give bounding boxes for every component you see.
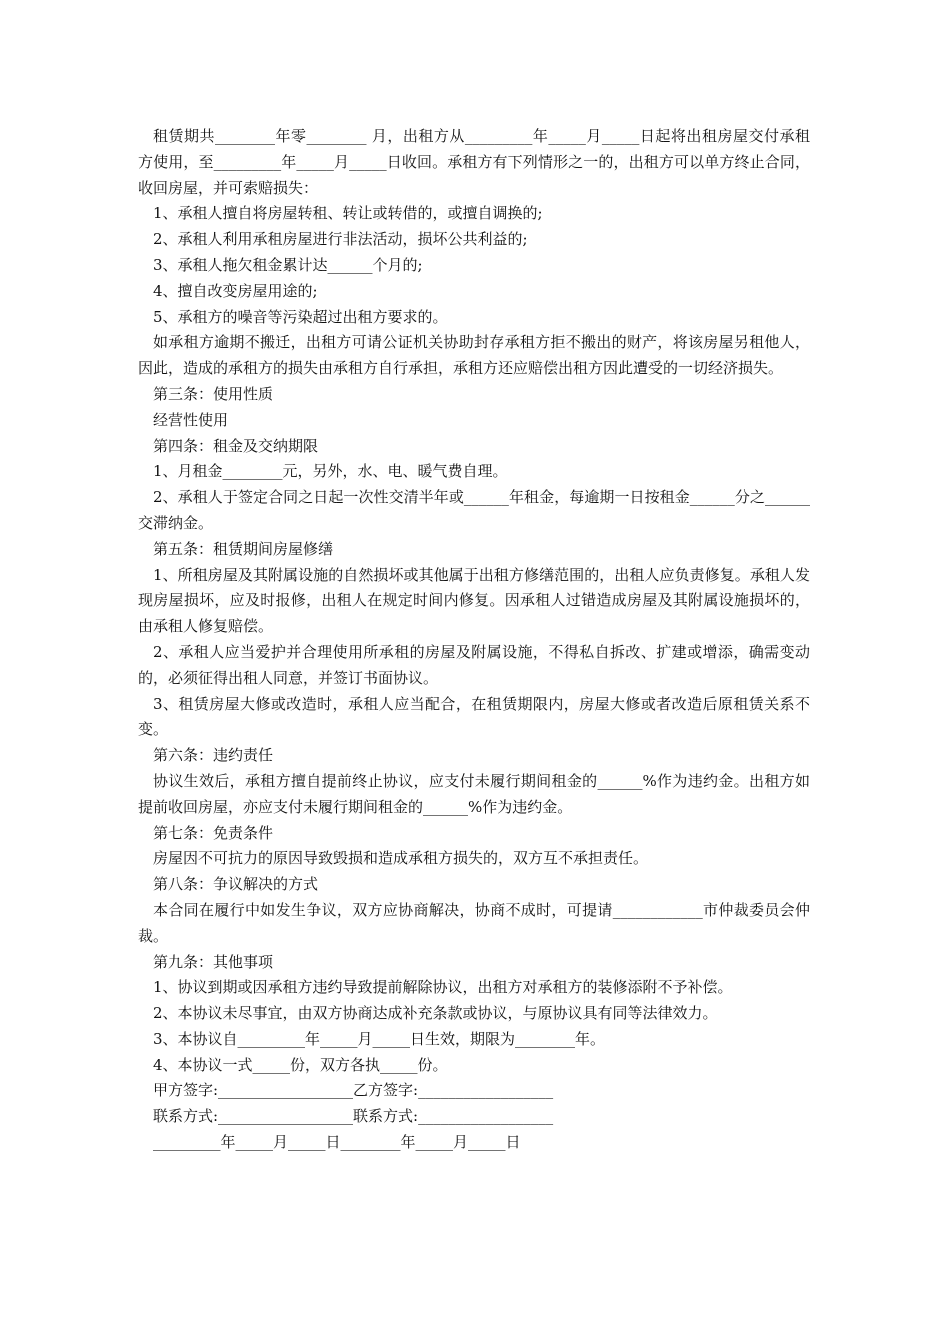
article-7-body: 房屋因不可抗力的原因导致毁损和造成承租方损失的，双方互不承担责任。 bbox=[153, 849, 649, 868]
article-8-body: 本合同在履行中如发生争议，双方应协商解决，协商不成时，可提请____________市仲裁委员会仲裁。 bbox=[138, 900, 810, 945]
article-9-item-4: 4、本协议一式_____份，双方各执_____份。 bbox=[153, 1055, 448, 1074]
article-4-heading: 第四条：租金及交纳期限 bbox=[153, 436, 319, 455]
termination-item-4: 4、擅自改变房屋用途的; bbox=[153, 281, 318, 300]
overdue-move-out-paragraph: 如承租方逾期不搬迁，出租方可请公证机关协助封存承租方拒不搬出的财产，将该房屋另租他人，因此，造成的承租方的损失由承租方自行承担，承租方还应赔偿出租方因此遭受的一切经济损失。 bbox=[138, 333, 810, 378]
article-9-item-3: 3、本协议自_________年_____月_____日生效，期限为________年。 bbox=[153, 1029, 606, 1048]
termination-item-3: 3、承租人拖欠租金累计达______个月的; bbox=[153, 255, 423, 274]
article-5-heading: 第五条：租赁期间房屋修缮 bbox=[153, 539, 334, 558]
date-line: _________年_____月_____日________年_____月_____日 bbox=[153, 1133, 521, 1152]
signature-line: 甲方签字:__________________乙方签字:__________________ bbox=[153, 1081, 554, 1100]
article-6-heading: 第六条：违约责任 bbox=[153, 746, 274, 765]
article-7-heading: 第七条：免责条件 bbox=[153, 823, 274, 842]
termination-item-2: 2、承租人利用承租房屋进行非法活动，损坏公共利益的; bbox=[153, 230, 528, 249]
lease-term-paragraph: 租赁期共________年零________ 月，出租方从_________年_____月_____日起将出租房屋交付承租方使用，至_________年_____月_____日收回。承租方有下列情形之一的，出租方可以单方终止合同，收回房屋，并可索赔损失： bbox=[138, 127, 810, 197]
article-9-heading: 第九条：其他事项 bbox=[153, 952, 274, 971]
article-9-item-1: 1、协议到期或因承租方违约导致提前解除协议，出租方对承租方的装修添附不予补偿。 bbox=[153, 978, 733, 997]
article-4-item-1: 1、月租金________元，另外，水、电、暖气费自理。 bbox=[153, 462, 508, 481]
article-3-heading: 第三条：使用性质 bbox=[153, 384, 274, 403]
article-8-heading: 第八条：争议解决的方式 bbox=[153, 875, 319, 894]
termination-item-5: 5、承租方的噪音等污染超过出租方要求的。 bbox=[153, 307, 448, 326]
article-5-item-1: 1、所租房屋及其附属设施的自然损坏或其他属于出租方修缮范围的，出租人应负责修复。承租人发现房屋损坏，应及时报修，出租人在规定时间内修复。因承租人过错造成房屋及其附属设施损坏的，由承租人修复赔偿。 bbox=[138, 565, 810, 636]
article-9-item-2: 2、本协议未尽事宜，由双方协商达成补充条款或协议，与原协议具有同等法律效力。 bbox=[153, 1004, 718, 1023]
document-page bbox=[138, 124, 810, 1156]
article-5-item-2: 2、承租人应当爱护并合理使用所承租的房屋及附属设施，不得私自拆改、扩建或增添，确需变动的，必须征得出租人同意，并签订书面协议。 bbox=[138, 642, 810, 687]
article-3-body: 经营性使用 bbox=[153, 410, 229, 429]
termination-item-1: 1、承租人擅自将房屋转租、转让或转借的，或擅自调换的; bbox=[153, 204, 543, 223]
article-6-body: 协议生效后，承租方擅自提前终止协议，应支付未履行期间租金的______%作为违约金。出租方如提前收回房屋，亦应支付未履行期间租金的______%作为违约金。 bbox=[138, 771, 810, 816]
article-5-item-3: 3、租赁房屋大修或改造时，承租人应当配合，在租赁期限内，房屋大修或者改造后原租赁关系不变。 bbox=[138, 694, 810, 739]
article-4-item-2: 2、承租人于签定合同之日起一次性交清半年或______年租金，每逾期一日按租金______分之______交滞纳金。 bbox=[138, 488, 810, 532]
contact-line: 联系方式:__________________联系方式:__________________ bbox=[153, 1107, 554, 1126]
